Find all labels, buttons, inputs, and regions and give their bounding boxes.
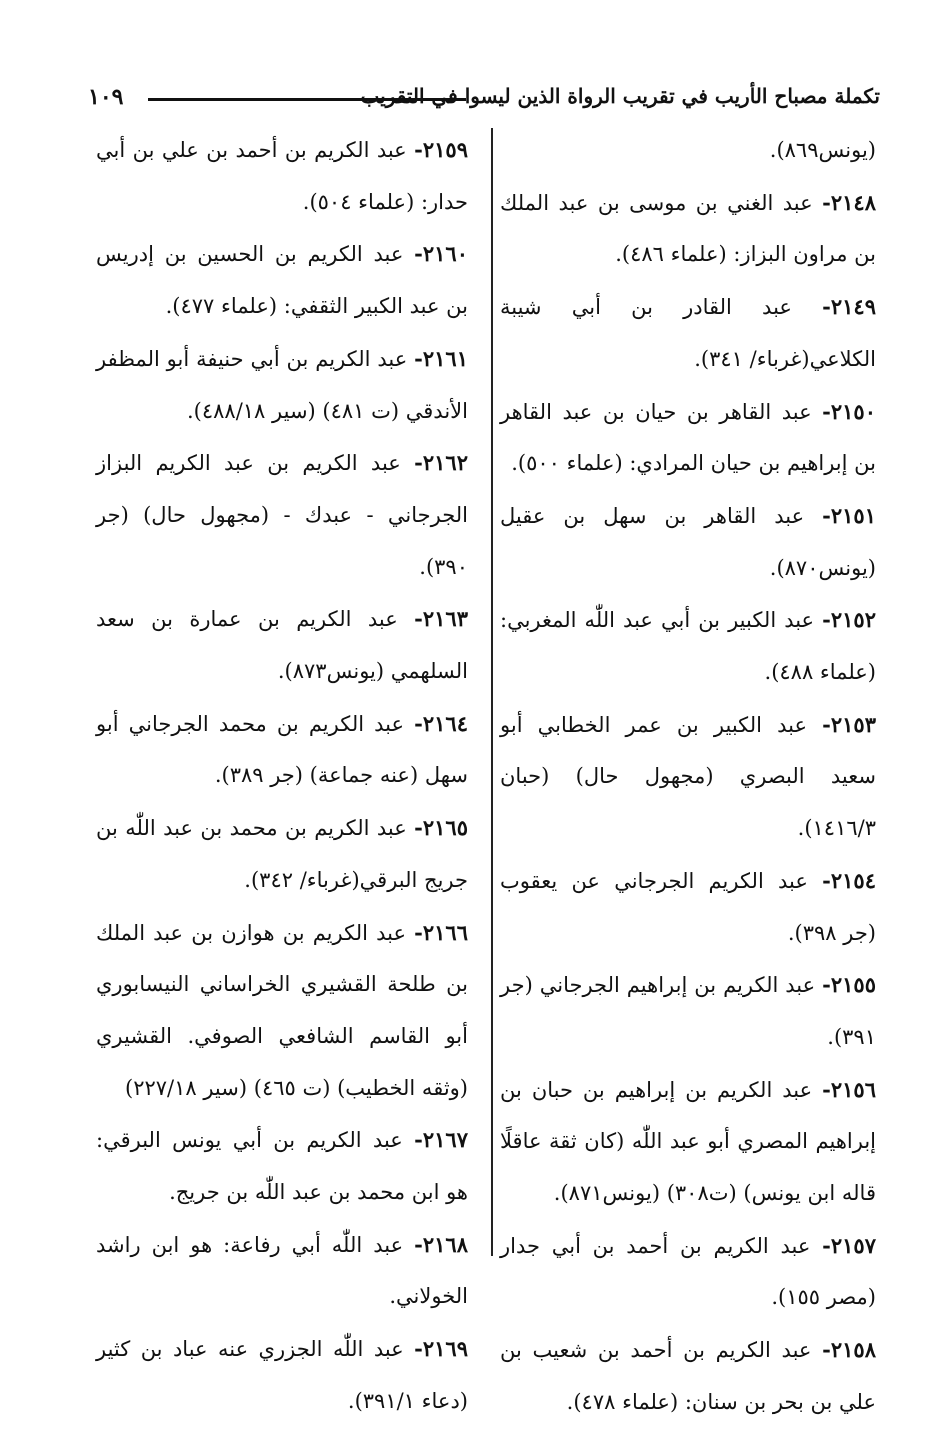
- entry: [96, 437, 468, 593]
- entry: [500, 594, 876, 698]
- entry-text: عبد الكريم بن عبد الكريم البزاز الجرجاني - عبدك - (مجهول حال) (جر ٣٩٠).: [96, 451, 468, 579]
- entry-text: عبد الكريم بن إبراهيم بن حبان بن إبراهيم المصري أبو عبد اللّٰه (كان ثقة عاقلًا قاله ابن يونس) (ت٣٠٨) (يونس٨٧١).: [500, 1077, 876, 1206]
- entry-text: عبد الغني بن موسى بن عبد الملك بن مراون البزاز: (علماء ٤٨٦).: [500, 190, 876, 267]
- right-column: [500, 124, 876, 1429]
- entry-number: ٢١٦٦-: [414, 919, 468, 945]
- entry-number: ٢١٥٨-: [822, 1337, 876, 1363]
- entry-text: عبد الكريم بن أحمد بن شعيب بن علي بن بحر بن سنان: (علماء ٤٧٨).: [500, 1338, 876, 1414]
- entry: [96, 228, 468, 332]
- running-title: تكملة مصباح الأريب في تقريب الرواة الذين ليسوا في التقريب: [360, 84, 880, 108]
- entry: [500, 959, 876, 1063]
- entry-number: ٢١٥٠-: [822, 398, 876, 424]
- entry: [500, 699, 876, 855]
- entry-number: ٢١٦٥-: [414, 815, 468, 841]
- entry-number: ٢١٥٥-: [822, 972, 876, 998]
- entry: [500, 855, 876, 959]
- entry-number: ٢١٦٣-: [414, 606, 468, 632]
- column-divider: [491, 128, 493, 1256]
- entry-text: عبد الكريم بن عمارة بن سعد السلهمي (يونس٨٧٣).: [96, 607, 468, 684]
- entry-text: عبد الكريم بن أحمد بن علي بن أبي حدار: (علماء ٥٠٤).: [96, 138, 468, 214]
- entry-text: عبد الكريم بن الحسين بن إدريس بن عبد الكبير الثقفي: (علماء ٤٧٧).: [96, 242, 468, 319]
- entry-number: ٢١٤٩-: [822, 294, 876, 320]
- entry-number: ٢١٥٣-: [822, 711, 876, 737]
- entry-number: ٢١٥١-: [822, 502, 876, 528]
- entry: [500, 1064, 876, 1220]
- entry-text: عبد الكريم بن محمد بن عبد اللّٰه بن جريج البرقي(غرباء/ ٣٤٢).: [96, 816, 468, 892]
- page-header: [80, 78, 880, 114]
- entry-number: ٢١٥٦-: [822, 1076, 876, 1102]
- entry-text: عبد الكريم بن هوازن بن عبد الملك بن طلحة القشيري الخراساني النيسابوري أبو القاسم الشافعي الصوفي. القشيري (وثقه الخطيب) (ت ٤٦٥) (سير ٢٢٧/١٨): [96, 920, 468, 1100]
- entry-text: عبد الكريم بن إبراهيم الجرجاني (جر ٣٩١).: [500, 973, 876, 1049]
- page-number: ١٠٩: [88, 84, 124, 110]
- entry-text: عبد الكريم الجرجاني عن يعقوب (جر ٣٩٨).: [500, 868, 876, 945]
- entry-number: ٢١٥٢-: [822, 607, 876, 633]
- entry: [500, 386, 876, 490]
- entry-number: ٢١٦٨-: [414, 1231, 468, 1257]
- entry: [96, 1219, 468, 1323]
- entry-number: ٢١٦١-: [414, 345, 468, 371]
- entry-text: (يونس٨٦٩).: [769, 138, 876, 162]
- entry: [96, 593, 468, 697]
- entry-text: عبد الكريم بن أحمد بن أبي جدار (مصر ١٥٥).: [500, 1233, 876, 1310]
- entry-text: عبد اللّٰه أبي رفاعة: هو ابن راشد الخولاني.: [96, 1232, 468, 1309]
- entry: [96, 1114, 468, 1218]
- entry-number: ٢١٥٩-: [414, 137, 468, 162]
- entry-number: ٢١٦٠-: [414, 241, 468, 267]
- entry: [500, 490, 876, 594]
- entry-text: عبد الكبير بن عمر الخطابي أبو سعيد البصري (مجهول حال) (حبان ١٤١٦/٣).: [500, 712, 876, 841]
- entry-text: عبد اللّٰه الجزري عنه عباد بن كثير (دعاء ٣٩١/١).: [96, 1337, 468, 1413]
- entry: [96, 124, 468, 228]
- entry: [96, 907, 468, 1115]
- entry-number: ٢١٤٨-: [822, 189, 876, 215]
- entry-number: ٢١٥٧-: [822, 1232, 876, 1258]
- entry-text: عبد القادر بن أبي شيبة الكلاعي(غرباء/ ٣٤١).: [500, 295, 876, 371]
- header-rule: [148, 98, 466, 101]
- entry-text: عبد الكبير بن أبي عبد اللّٰه المغربي: (علماء ٤٨٨).: [500, 608, 876, 685]
- entry-text: عبد الكريم بن محمد الجرجاني أبو سهل (عنه جماعة) (جر ٣٨٩).: [96, 711, 468, 788]
- entry: [96, 698, 468, 802]
- entry-text: عبد الكريم بن أبي حنيفة أبو المظفر الأندقي (ت ٤٨١) (سير ٤٨٨/١٨).: [96, 346, 468, 423]
- entry-number: ٢١٦٤-: [414, 710, 468, 736]
- entry-text: عبد الكريم بن أبي يونس البرقي: هو ابن محمد بن عبد اللّٰه بن جريج.: [96, 1128, 468, 1205]
- entry-text: عبد القاهر بن حيان بن عبد القاهر بن إبراهيم بن حيان المرادي: (علماء ٥٠٠).: [500, 399, 876, 476]
- entry-number: ٢١٥٤-: [822, 867, 876, 893]
- entry: [96, 1323, 468, 1427]
- entry-number: ٢١٦٧-: [414, 1127, 468, 1153]
- entry: [96, 802, 468, 906]
- entry-number: ٢١٦٩-: [414, 1336, 468, 1362]
- entry-number: ٢١٦٢-: [414, 450, 468, 476]
- entry: [500, 124, 876, 177]
- entry: [500, 177, 876, 281]
- entry: [96, 333, 468, 437]
- entry: [500, 1324, 876, 1428]
- entry: [500, 281, 876, 385]
- left-column: [96, 124, 468, 1428]
- entry-text: عبد القاهر بن سهل بن عقيل (يونس٨٧٠).: [500, 503, 876, 580]
- entry: [500, 1220, 876, 1324]
